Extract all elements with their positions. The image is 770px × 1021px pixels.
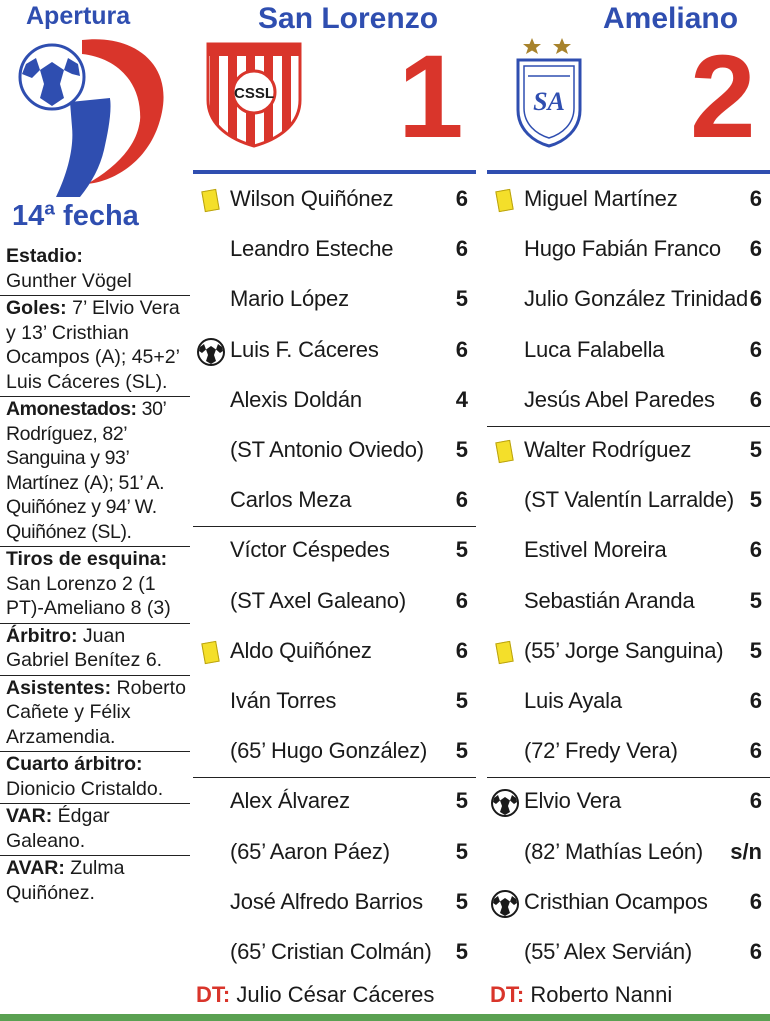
away-player-row bbox=[487, 829, 770, 879]
player-icon-slot bbox=[193, 276, 229, 326]
player-name: (65’ Aaron Páez) bbox=[230, 838, 390, 864]
player-rating: 5 bbox=[749, 437, 762, 462]
match-info-sidebar bbox=[0, 0, 190, 1021]
player-rating: 6 bbox=[455, 236, 468, 262]
player-icon-slot bbox=[487, 778, 523, 828]
away-player-row bbox=[487, 678, 770, 728]
player-rating: 5 bbox=[749, 587, 762, 613]
info-corners bbox=[0, 547, 190, 624]
player-rating: 6 bbox=[455, 587, 468, 613]
player-rating: 6 bbox=[455, 336, 468, 362]
player-rating: 5 bbox=[455, 437, 468, 462]
player-rating: 6 bbox=[749, 738, 762, 764]
player-rating: 5 bbox=[749, 487, 762, 513]
player-name: Víctor Céspedes bbox=[230, 537, 390, 563]
tournament-title: Apertura bbox=[26, 2, 131, 30]
info-label: AVAR: bbox=[6, 857, 65, 879]
player-rating: 6 bbox=[749, 186, 762, 211]
player-name: Iván Torres bbox=[230, 688, 337, 713]
player-icon-slot bbox=[487, 327, 523, 377]
player-icon-slot bbox=[487, 578, 523, 628]
yellow-card-icon bbox=[495, 440, 513, 463]
info-text: San Lorenzo 2 (1 PT)-Ameliano 8 (3) bbox=[6, 572, 171, 619]
player-rating: 4 bbox=[455, 386, 468, 412]
away-player-row bbox=[487, 879, 770, 929]
player-icon-slot bbox=[193, 226, 229, 276]
player-rating: 5 bbox=[455, 537, 468, 563]
info-label: Tiros de esquina: bbox=[6, 548, 168, 570]
yellow-card-icon bbox=[495, 189, 513, 212]
info-text: 7’ Elvio Vera y 13’ Cristhian Ocampos (A); 45+2’ Luis Cáceres (SL). bbox=[6, 297, 180, 393]
info-avar bbox=[0, 856, 190, 907]
home-player-row bbox=[193, 829, 476, 879]
player-rating: 6 bbox=[749, 788, 762, 814]
home-player-row bbox=[193, 477, 476, 527]
away-player-row bbox=[487, 477, 770, 527]
home-player-row bbox=[193, 728, 476, 778]
home-score: 1 bbox=[398, 31, 464, 163]
away-coach-name: Roberto Nanni bbox=[530, 982, 673, 1007]
home-player-row bbox=[193, 879, 476, 929]
player-icon-slot bbox=[487, 527, 523, 577]
player-name: (72’ Fredy Vera) bbox=[524, 738, 678, 764]
away-player-row bbox=[487, 778, 770, 828]
info-referee bbox=[0, 624, 190, 676]
star-icon bbox=[553, 38, 571, 54]
player-icon-slot bbox=[193, 678, 229, 728]
player-rating: 5 bbox=[455, 688, 468, 713]
home-player-row bbox=[193, 377, 476, 427]
info-label: Estadio: bbox=[6, 245, 83, 267]
info-label: Asistentes: bbox=[6, 676, 112, 699]
player-name: Alexis Doldán bbox=[230, 386, 362, 412]
player-icon-slot bbox=[193, 829, 229, 879]
home-player-row bbox=[193, 176, 476, 226]
home-crest-icon bbox=[204, 40, 304, 148]
home-player-row bbox=[193, 929, 476, 979]
player-rating: 6 bbox=[455, 637, 468, 663]
player-name: Aldo Quiñónez bbox=[230, 637, 372, 663]
info-stadium bbox=[0, 244, 190, 296]
home-player-row bbox=[193, 678, 476, 728]
home-player-row bbox=[193, 327, 476, 377]
player-name: Cristhian Ocampos bbox=[524, 888, 708, 914]
soccer-ball-icon bbox=[490, 788, 520, 818]
info-label: VAR: bbox=[6, 805, 53, 827]
player-name: Luis Ayala bbox=[524, 688, 622, 713]
away-player-row bbox=[487, 728, 770, 778]
coach-label: DT: bbox=[490, 982, 525, 1007]
player-rating: 5 bbox=[455, 888, 468, 914]
info-text: 30’ Rodríguez, 82’ Sanguina y 93’ Martínez (A); 51’ A. Quiñónez y 94’ W. Quiñónez (SL). bbox=[6, 398, 166, 543]
away-crest-text: SA bbox=[533, 87, 565, 116]
star-icon bbox=[523, 38, 541, 54]
player-rating: 6 bbox=[749, 688, 762, 713]
player-icon-slot bbox=[487, 678, 523, 728]
info-var bbox=[0, 804, 190, 856]
player-icon-slot bbox=[487, 477, 523, 527]
player-rating: 5 bbox=[749, 637, 762, 663]
footer-bar bbox=[0, 1014, 770, 1021]
player-rating: s/n bbox=[730, 838, 762, 864]
player-rating: 6 bbox=[749, 286, 762, 312]
home-player-row bbox=[193, 527, 476, 577]
player-icon-slot bbox=[487, 427, 523, 477]
away-lineup-rule bbox=[487, 170, 770, 174]
player-name: Hugo Fabián Franco bbox=[524, 236, 721, 262]
away-crest-icon bbox=[514, 36, 584, 148]
info-text: Dionicio Cristaldo. bbox=[6, 777, 164, 800]
player-name: Julio González Trinidad bbox=[524, 286, 749, 312]
player-name: (55’ Alex Servián) bbox=[524, 939, 692, 964]
player-icon-slot bbox=[487, 829, 523, 879]
yellow-card-icon bbox=[495, 641, 513, 664]
away-player-row bbox=[487, 377, 770, 427]
info-assistants bbox=[0, 676, 190, 753]
soccer-ball-icon bbox=[490, 889, 520, 919]
player-name: Leandro Esteche bbox=[230, 236, 394, 262]
player-icon-slot bbox=[487, 728, 523, 778]
player-name: Wilson Quiñónez bbox=[230, 186, 394, 211]
info-label: Árbitro: bbox=[6, 624, 78, 647]
home-player-row bbox=[193, 276, 476, 326]
info-label: Cuarto árbitro: bbox=[6, 753, 143, 775]
player-name: Mario López bbox=[230, 286, 349, 312]
player-name: Alex Álvarez bbox=[230, 788, 350, 814]
player-icon-slot bbox=[193, 929, 229, 979]
home-player-row bbox=[193, 226, 476, 276]
player-rating: 5 bbox=[455, 738, 468, 764]
player-icon-slot bbox=[193, 628, 229, 678]
player-name: (ST Axel Galeano) bbox=[230, 587, 406, 613]
player-icon-slot bbox=[193, 427, 229, 477]
player-rating: 6 bbox=[749, 386, 762, 412]
player-rating: 6 bbox=[749, 888, 762, 914]
player-icon-slot bbox=[487, 879, 523, 929]
player-icon-slot bbox=[487, 276, 523, 326]
player-icon-slot bbox=[487, 628, 523, 678]
player-name: Luca Falabella bbox=[524, 336, 665, 362]
player-name: (65’ Cristian Colmán) bbox=[230, 939, 432, 964]
player-icon-slot bbox=[193, 778, 229, 828]
player-icon-slot bbox=[193, 377, 229, 427]
yellow-card-icon bbox=[201, 189, 219, 212]
info-text: Gunther Vögel bbox=[6, 269, 132, 292]
info-text: Édgar Galeano. bbox=[6, 805, 110, 852]
player-rating: 5 bbox=[455, 939, 468, 964]
player-rating: 5 bbox=[455, 286, 468, 312]
player-name: José Alfredo Barrios bbox=[230, 888, 423, 914]
player-name: Elvio Vera bbox=[524, 788, 622, 814]
player-name: Jesús Abel Paredes bbox=[524, 386, 715, 412]
home-coach-name: Julio César Cáceres bbox=[236, 982, 435, 1007]
player-name: Estivel Moreira bbox=[524, 537, 667, 563]
player-icon-slot bbox=[487, 929, 523, 979]
player-name: (55’ Jorge Sanguina) bbox=[524, 637, 724, 663]
away-score: 2 bbox=[690, 31, 756, 163]
away-coach bbox=[490, 982, 672, 1008]
away-player-row bbox=[487, 176, 770, 226]
info-fourth-official bbox=[0, 752, 190, 804]
player-name: (ST Antonio Oviedo) bbox=[230, 437, 424, 462]
home-player-row bbox=[193, 628, 476, 678]
player-rating: 6 bbox=[455, 487, 468, 513]
player-name: Miguel Martínez bbox=[524, 186, 678, 211]
player-name: Luis F. Cáceres bbox=[230, 336, 379, 362]
player-rating: 6 bbox=[749, 537, 762, 563]
soccer-ball-icon bbox=[196, 337, 226, 367]
player-name: Sebastián Aranda bbox=[524, 587, 695, 613]
home-team-name: San Lorenzo bbox=[258, 2, 439, 35]
player-icon-slot bbox=[193, 578, 229, 628]
away-player-row bbox=[487, 226, 770, 276]
away-player-row bbox=[487, 427, 770, 477]
info-bookings bbox=[0, 397, 190, 547]
home-player-row bbox=[193, 427, 476, 477]
player-name: (ST Valentín Larralde) bbox=[524, 487, 735, 513]
player-icon-slot bbox=[487, 226, 523, 276]
home-crest-text: CSSL bbox=[233, 85, 275, 102]
player-icon-slot bbox=[193, 527, 229, 577]
match-info-list bbox=[0, 244, 190, 907]
player-rating: 6 bbox=[749, 939, 762, 964]
away-team-name: Ameliano bbox=[603, 2, 739, 35]
player-name: Carlos Meza bbox=[230, 487, 352, 513]
player-icon-slot bbox=[193, 176, 229, 226]
player-icon-slot bbox=[487, 176, 523, 226]
player-rating: 6 bbox=[749, 336, 762, 362]
away-player-row bbox=[487, 628, 770, 678]
player-name: (82’ Mathías León) bbox=[524, 838, 704, 864]
player-icon-slot bbox=[487, 377, 523, 427]
home-player-row bbox=[193, 578, 476, 628]
home-player-row bbox=[193, 778, 476, 828]
info-label: Goles: bbox=[6, 297, 67, 319]
player-name: Walter Rodríguez bbox=[524, 437, 692, 462]
player-rating: 5 bbox=[455, 788, 468, 814]
home-lineup-rule bbox=[193, 170, 476, 174]
home-coach bbox=[196, 982, 434, 1008]
round-label: 14ª fecha bbox=[12, 200, 139, 232]
tournament-logo-icon bbox=[12, 32, 182, 202]
info-text: Zulma Quiñónez. bbox=[6, 857, 125, 904]
player-rating: 5 bbox=[455, 838, 468, 864]
info-text: Roberto Cañete y Félix Arzamendia. bbox=[6, 676, 186, 748]
player-rating: 6 bbox=[749, 236, 762, 262]
player-name: (65’ Hugo González) bbox=[230, 738, 428, 764]
player-icon-slot bbox=[193, 477, 229, 527]
away-player-row bbox=[487, 527, 770, 577]
yellow-card-icon bbox=[201, 641, 219, 664]
info-goals bbox=[0, 296, 190, 397]
coach-label: DT: bbox=[196, 982, 231, 1007]
away-player-row bbox=[487, 276, 770, 326]
away-player-row bbox=[487, 327, 770, 377]
player-icon-slot bbox=[193, 879, 229, 929]
player-icon-slot bbox=[193, 327, 229, 377]
away-player-row bbox=[487, 929, 770, 979]
info-label: Amonestados: bbox=[6, 398, 137, 420]
away-player-row bbox=[487, 578, 770, 628]
player-icon-slot bbox=[193, 728, 229, 778]
info-text: Juan Gabriel Benítez 6. bbox=[6, 624, 163, 671]
player-rating: 6 bbox=[455, 186, 468, 211]
